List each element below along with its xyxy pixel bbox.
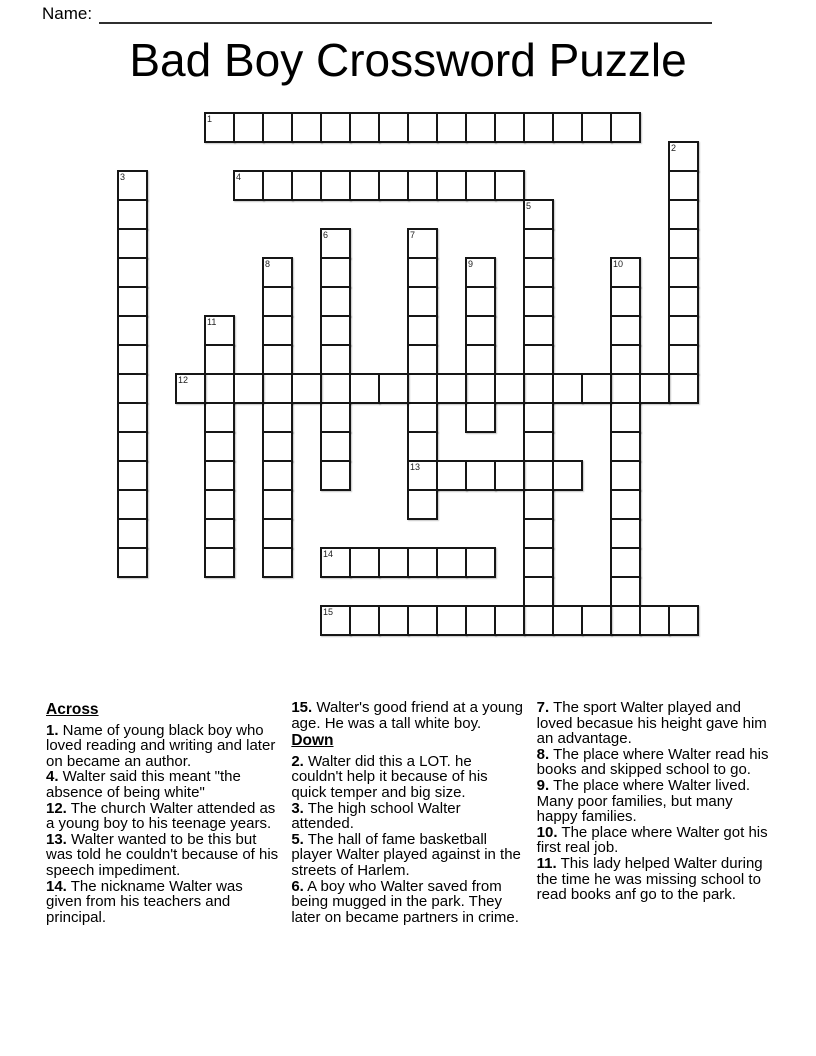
down-header: Down	[291, 732, 334, 750]
grid-cell[interactable]	[349, 373, 380, 404]
grid-cell[interactable]	[204, 373, 235, 404]
grid-cell[interactable]	[262, 344, 293, 375]
clue-item: 4. Walter said this meant "the absence of being white"	[46, 768, 241, 801]
grid-cell[interactable]	[262, 402, 293, 433]
grid-cell[interactable]	[117, 489, 148, 520]
grid-cell[interactable]	[291, 373, 322, 404]
grid-cell[interactable]	[117, 344, 148, 375]
grid-cell[interactable]	[610, 460, 641, 491]
grid-cell[interactable]	[436, 170, 467, 201]
grid-cell[interactable]	[204, 489, 235, 520]
grid-cell[interactable]	[349, 547, 380, 578]
grid-cell[interactable]	[494, 170, 525, 201]
clue-item: 7. The sport Walter played and loved becasue his height gave him an advantage.	[536, 699, 767, 748]
grid-cell[interactable]	[204, 402, 235, 433]
grid-cell[interactable]	[465, 460, 496, 491]
grid-cell[interactable]	[465, 547, 496, 578]
grid-cell[interactable]	[262, 518, 293, 549]
grid-cell[interactable]	[204, 344, 235, 375]
grid-cell[interactable]	[668, 605, 699, 636]
grid-cell[interactable]	[378, 112, 409, 143]
grid-cell[interactable]	[523, 373, 554, 404]
grid-cell[interactable]	[320, 170, 351, 201]
grid-cell[interactable]	[407, 373, 438, 404]
grid-cell[interactable]	[378, 605, 409, 636]
grid-cell[interactable]	[552, 460, 583, 491]
grid-cell[interactable]	[204, 547, 235, 578]
clues-column-2	[291, 700, 526, 925]
grid-cell[interactable]	[494, 112, 525, 143]
clue-number: 5	[526, 201, 532, 211]
grid-cell[interactable]	[523, 257, 554, 288]
grid-cell[interactable]	[378, 170, 409, 201]
clue-number: 4	[236, 172, 242, 182]
grid-cell[interactable]	[262, 112, 293, 143]
grid-cell[interactable]	[117, 228, 148, 259]
grid-cell[interactable]	[407, 460, 438, 491]
clues-column-1	[46, 700, 281, 925]
name-label: Name:	[42, 4, 93, 23]
grid-cell[interactable]	[407, 547, 438, 578]
grid-cell[interactable]	[320, 112, 351, 143]
clue-item: 13. Walter wanted to be this but was told he couldn't because of his speech impediment.	[46, 830, 279, 879]
grid-cell[interactable]	[465, 605, 496, 636]
grid-cell[interactable]	[523, 286, 554, 317]
grid-cell[interactable]	[465, 112, 496, 143]
grid-cell[interactable]	[523, 344, 554, 375]
grid-cell[interactable]	[117, 547, 148, 578]
grid-cell[interactable]	[523, 547, 554, 578]
grid-cell[interactable]	[262, 257, 293, 288]
grid-cell[interactable]	[668, 228, 699, 259]
grid-cell[interactable]	[465, 344, 496, 375]
clue-number: 12	[178, 375, 189, 385]
grid-cell[interactable]	[407, 170, 438, 201]
grid-cell[interactable]	[610, 402, 641, 433]
grid-cell[interactable]	[320, 228, 351, 259]
grid-cell[interactable]	[610, 344, 641, 375]
grid-cell[interactable]	[320, 373, 351, 404]
grid-cell[interactable]	[291, 170, 322, 201]
grid-cell[interactable]	[610, 547, 641, 578]
grid-cell[interactable]	[465, 373, 496, 404]
grid-cell[interactable]	[407, 228, 438, 259]
grid-cell[interactable]	[523, 112, 554, 143]
grid-cell[interactable]	[610, 489, 641, 520]
grid-cell[interactable]	[262, 489, 293, 520]
clue-item: 14. The nickname Walter was given from his teachers and principal.	[46, 877, 243, 926]
clue-number: 6	[323, 230, 329, 240]
grid-cell[interactable]	[320, 402, 351, 433]
grid-cell[interactable]	[465, 286, 496, 317]
grid-cell[interactable]	[523, 228, 554, 259]
grid-cell[interactable]	[436, 373, 467, 404]
grid-cell[interactable]	[204, 112, 235, 143]
name-row	[42, 4, 712, 24]
clue-item: 1. Name of young black boy who loved reading and writing and later on became an author.	[46, 721, 276, 770]
clue-item: 15. Walter's good friend at a young age. He was a tall white boy.	[291, 699, 523, 732]
grid-cell[interactable]	[668, 286, 699, 317]
grid-cell[interactable]	[668, 199, 699, 230]
grid-cell[interactable]	[465, 170, 496, 201]
grid-cell[interactable]	[639, 373, 670, 404]
grid-cell[interactable]	[349, 170, 380, 201]
grid-cell[interactable]	[233, 112, 264, 143]
grid-cell[interactable]	[233, 373, 264, 404]
grid-cell[interactable]	[494, 460, 525, 491]
grid-cell[interactable]	[436, 605, 467, 636]
grid-cell[interactable]	[523, 199, 554, 230]
grid-cell[interactable]	[610, 257, 641, 288]
grid-cell[interactable]	[262, 170, 293, 201]
grid-cell[interactable]	[378, 373, 409, 404]
grid-cell[interactable]	[668, 373, 699, 404]
grid-cell[interactable]	[668, 170, 699, 201]
grid-cell[interactable]	[523, 605, 554, 636]
clue-number: 14	[323, 549, 334, 559]
clue-number: 7	[410, 230, 416, 240]
grid-cell[interactable]	[523, 460, 554, 491]
grid-cell[interactable]	[465, 402, 496, 433]
grid-cell[interactable]	[117, 170, 148, 201]
clue-number: 11	[207, 317, 217, 327]
across-header: Across	[46, 701, 99, 718]
grid-cell[interactable]	[407, 344, 438, 375]
clue-item: 3. The high school Walter attended.	[291, 799, 461, 833]
clue-item: 9. The place where Walter lived. Many poor families, but many happy families.	[536, 776, 751, 826]
clue-number: 8	[265, 259, 271, 269]
grid-cell[interactable]	[668, 344, 699, 375]
page-title: Bad Boy Crossword Puzzle	[129, 34, 687, 86]
grid-cell[interactable]	[204, 315, 235, 346]
grid-cell[interactable]	[436, 460, 467, 491]
grid-cell[interactable]	[117, 373, 148, 404]
clue-item: 6. A boy who Walter saved from being mugged in the park. They later on became partners in crime.	[291, 877, 519, 926]
grid-cell[interactable]	[610, 373, 641, 404]
grid-cell[interactable]	[552, 605, 583, 636]
clue-number: 2	[671, 143, 677, 153]
grid-cell[interactable]	[552, 373, 583, 404]
grid-cell[interactable]	[407, 112, 438, 143]
grid-cell[interactable]	[523, 402, 554, 433]
clue-item: 12. The church Walter attended as a young boy to his teenage years.	[46, 799, 276, 833]
grid-cell[interactable]	[407, 315, 438, 346]
grid-cell[interactable]	[291, 112, 322, 143]
grid-cell[interactable]	[175, 373, 206, 404]
grid-cell[interactable]	[610, 518, 641, 549]
grid-cell[interactable]	[523, 489, 554, 520]
grid-cell[interactable]	[610, 431, 641, 462]
clue-number: 10	[613, 259, 624, 269]
grid-cell[interactable]	[668, 257, 699, 288]
clue-item: 5. The hall of fame basketball player Walter played against in the streets of Harlem.	[291, 830, 521, 879]
grid-cell[interactable]	[320, 460, 351, 491]
grid-cell[interactable]	[407, 605, 438, 636]
grid-cell[interactable]	[610, 286, 641, 317]
grid-cell[interactable]	[320, 286, 351, 317]
grid-cell[interactable]	[117, 286, 148, 317]
grid-cell[interactable]	[320, 315, 351, 346]
grid-cell[interactable]	[407, 431, 438, 462]
grid-cell[interactable]	[436, 547, 467, 578]
grid-cell[interactable]	[262, 373, 293, 404]
grid-cell[interactable]	[320, 257, 351, 288]
grid-cell[interactable]	[117, 199, 148, 230]
grid-cell[interactable]	[204, 431, 235, 462]
grid-cell[interactable]	[378, 547, 409, 578]
grid-cell[interactable]	[233, 170, 264, 201]
grid-cell[interactable]	[204, 518, 235, 549]
grid-cell[interactable]	[117, 460, 148, 491]
grid-cell[interactable]	[523, 315, 554, 346]
grid-cell[interactable]	[610, 315, 641, 346]
grid-cell[interactable]	[465, 315, 496, 346]
grid-cell[interactable]	[117, 402, 148, 433]
grid-cell[interactable]	[494, 605, 525, 636]
clue-number: 15	[323, 607, 334, 617]
clue-item: 2. Walter did this a LOT. he couldn't help it because of his quick temper and big size.	[291, 752, 488, 801]
grid-cell[interactable]	[668, 141, 699, 172]
grid-cell[interactable]	[552, 112, 583, 143]
grid-cell[interactable]	[581, 605, 612, 636]
grid-cell[interactable]	[581, 112, 612, 143]
grid-cell[interactable]	[407, 489, 438, 520]
clues-column-3	[537, 700, 772, 925]
grid-cell[interactable]	[320, 605, 351, 636]
clue-item: 8. The place where Walter read his books and skipped school to go.	[536, 745, 769, 779]
grid-cell[interactable]	[639, 605, 670, 636]
grid-cell[interactable]	[523, 576, 554, 607]
clue-item: 10. The place where Walter got his first real job.	[536, 823, 768, 857]
grid-cell[interactable]	[610, 605, 641, 636]
grid-cell[interactable]	[320, 547, 351, 578]
clue-number: 13	[410, 462, 421, 472]
grid-cell[interactable]	[465, 257, 496, 288]
grid-cell[interactable]	[117, 431, 148, 462]
grid-cell[interactable]	[204, 460, 235, 491]
clues-section	[46, 700, 772, 925]
grid-cell[interactable]	[610, 112, 641, 143]
grid-cell[interactable]	[407, 286, 438, 317]
grid-cell[interactable]	[668, 315, 699, 346]
clue-number: 3	[120, 172, 126, 182]
grid-cell[interactable]	[523, 518, 554, 549]
grid-cell[interactable]	[523, 431, 554, 462]
grid-cell[interactable]	[581, 373, 612, 404]
grid-cell[interactable]	[349, 605, 380, 636]
grid-cell[interactable]	[320, 431, 351, 462]
grid-cell[interactable]	[262, 460, 293, 491]
grid-cell[interactable]	[117, 518, 148, 549]
name-line	[99, 7, 712, 24]
clue-number: 9	[468, 259, 474, 269]
grid-cell[interactable]	[262, 431, 293, 462]
clue-item: 11. This lady helped Walter during the time he was missing school to read books anf go to the park.	[536, 854, 763, 904]
grid-cell[interactable]	[407, 402, 438, 433]
grid-cell[interactable]	[117, 257, 148, 288]
grid-cell[interactable]	[436, 112, 467, 143]
grid-cell[interactable]	[494, 373, 525, 404]
grid-cell[interactable]	[320, 344, 351, 375]
grid-cell[interactable]	[349, 112, 380, 143]
grid-cell[interactable]	[117, 315, 148, 346]
grid-cell[interactable]	[262, 286, 293, 317]
grid-cell[interactable]	[610, 576, 641, 607]
clue-number: 1	[207, 114, 213, 124]
grid-cell[interactable]	[262, 315, 293, 346]
grid-cell[interactable]	[407, 257, 438, 288]
grid-cell[interactable]	[262, 547, 293, 578]
